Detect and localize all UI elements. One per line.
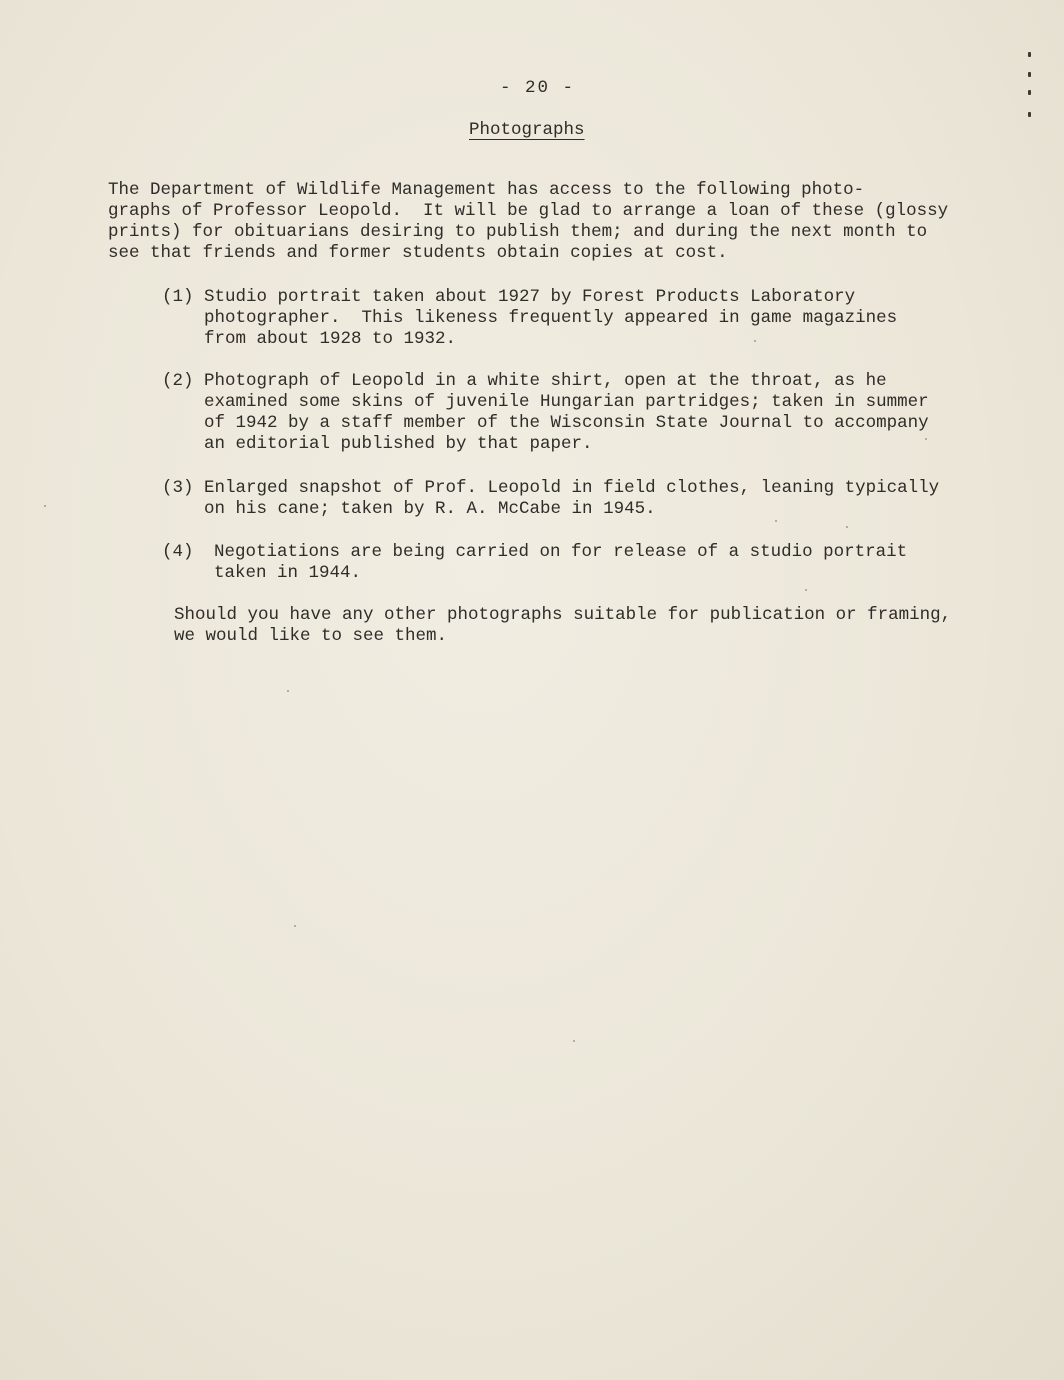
intro-line: graphs of Professor Leopold. It will be glad to arrange a loan of these (glossy bbox=[108, 201, 949, 221]
edge-mark bbox=[1028, 112, 1031, 117]
list-item-line: from about 1928 to 1932. bbox=[204, 329, 457, 349]
edge-mark bbox=[1028, 52, 1031, 57]
photo-list-item-1 bbox=[162, 287, 962, 350]
list-item-line: Studio portrait taken about 1927 by Forest Products Laboratory bbox=[204, 287, 856, 307]
list-item-number: (3) bbox=[162, 478, 194, 498]
edge-mark bbox=[1028, 90, 1031, 95]
paper-speck bbox=[287, 690, 289, 692]
list-item-number: (1) bbox=[162, 287, 194, 307]
list-item-line: photographer. This likeness frequently appeared in game magazines bbox=[204, 308, 898, 328]
list-item-line: of 1942 by a staff member of the Wisconsin State Journal to accompany bbox=[204, 413, 929, 433]
section-heading: Photographs bbox=[469, 120, 585, 140]
list-item-line: examined some skins of juvenile Hungarian partridges; taken in summer bbox=[204, 392, 929, 412]
intro-line: prints) for obituarians desiring to publish them; and during the next month to bbox=[108, 222, 928, 242]
list-item-line: Enlarged snapshot of Prof. Leopold in field clothes, leaning typically bbox=[204, 478, 940, 498]
list-item-number: (2) bbox=[162, 371, 194, 391]
paper-speck bbox=[44, 505, 46, 507]
list-item-line: Photograph of Leopold in a white shirt, open at the throat, as he bbox=[204, 371, 887, 391]
paper-speck bbox=[775, 520, 777, 522]
paper-speck bbox=[573, 1040, 575, 1042]
page-number: - 20 - bbox=[500, 78, 576, 98]
paper-speck bbox=[754, 340, 756, 342]
paper-speck bbox=[925, 438, 927, 440]
list-item-line: taken in 1944. bbox=[214, 563, 362, 583]
list-item-line: on his cane; taken by R. A. McCabe in 1945. bbox=[204, 499, 656, 519]
closing-line: we would like to see them. bbox=[174, 626, 448, 646]
intro-line: see that friends and former students obtain copies at cost. bbox=[108, 243, 728, 263]
closing-line: Should you have any other photographs suitable for publication or framing, bbox=[174, 605, 952, 625]
intro-paragraph bbox=[108, 180, 968, 264]
closing-paragraph bbox=[174, 605, 994, 647]
photo-list-item-4 bbox=[162, 542, 962, 584]
intro-line: The Department of Wildlife Management has access to the following photo- bbox=[108, 180, 865, 200]
list-item-line: Negotiations are being carried on for release of a studio portrait bbox=[214, 542, 908, 562]
photo-list-item-3 bbox=[162, 478, 962, 520]
edge-mark bbox=[1028, 72, 1031, 77]
paper-speck bbox=[846, 526, 848, 528]
paper-speck bbox=[805, 589, 807, 591]
list-item-number: (4) bbox=[162, 542, 194, 562]
paper-speck bbox=[294, 925, 296, 927]
photo-list-item-2 bbox=[162, 371, 962, 455]
list-item-line: an editorial published by that paper. bbox=[204, 434, 593, 454]
